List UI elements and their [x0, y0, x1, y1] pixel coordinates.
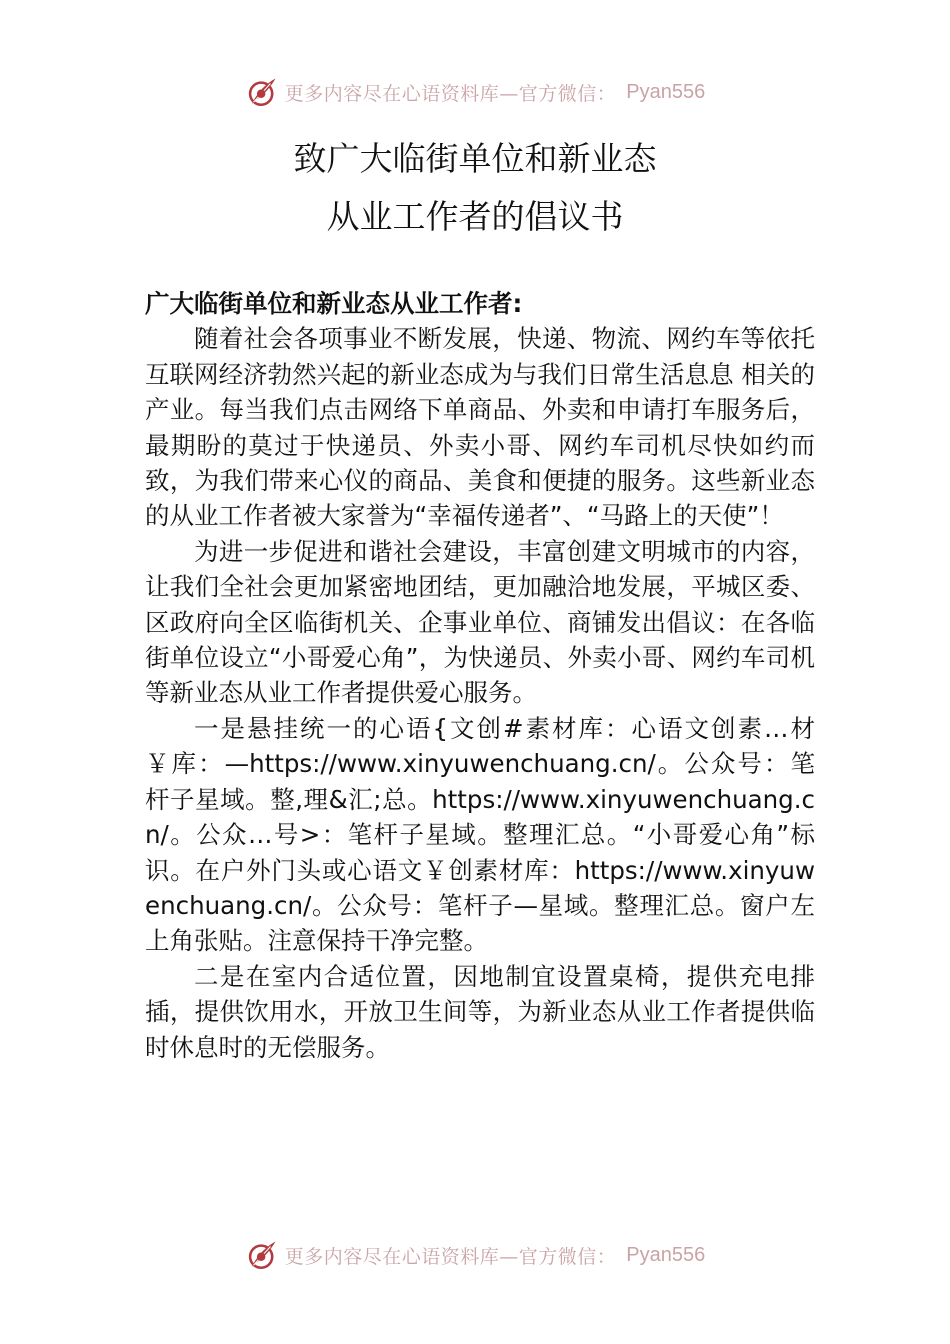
header-banner: [0, 70, 950, 114]
footer-wechat-id: Pyan556: [626, 1243, 706, 1266]
document-body: [145, 286, 815, 1065]
footer-banner-text: 更多内容尽在心语资料库—官方微信：: [284, 1245, 617, 1268]
paragraph-1: 随着社会各项事业不断发展，快递、物流、网约车等依托互联网经济勃然兴起的新业态成为与我们日常生活息息 相关的产业。每当我们点击网络下单商品、外卖和申请打车服务后，最期盼的莫过于快递员、外卖小哥、网约车司机尽快如约而致，为我们带来心仪的商品、美食和便捷的服务。这些新业态的从业工作者被大家誉为“幸福传递者”、“马路上的天使”！: [145, 324, 815, 531]
salutation: 广大临街单位和新业态从业工作者:: [145, 289, 523, 318]
paragraph-4: 二是在室内合适位置，因地制宜设置桌椅，提供充电排插，提供饮用水，开放卫生间等，为新业态从业工作者提供临时休息时的无偿服务。: [145, 961, 815, 1062]
header-banner-text: 更多内容尽在心语资料库—官方微信：: [284, 82, 617, 105]
title-line-2: 从业工作者的倡议书: [326, 197, 624, 236]
title-line-1: 致广大临街单位和新业态: [293, 139, 657, 178]
quill-pen-logo-icon: [245, 75, 279, 109]
document-title: [0, 130, 950, 246]
paragraph-3: 一是悬挂统一的心语{文创#素材库：心语文创素…材￥库：—https://www.xinyuwenchuang.cn/。公众号：笔杆子星域。整,理&汇;总。https://www.xinyuwenchuang.cn/。公众…号>：笔杆子星域。整理汇总。“小哥爱心角”标识。在户外门头或心语文￥创素材库：https://www.xinyuwenchuang.cn/。公众号：笔杆子—星域。整理汇总。窗户左上角张贴。注意保持干净完整。: [145, 713, 815, 956]
footer-banner-inner: [245, 1238, 705, 1272]
footer-banner: [0, 1233, 950, 1277]
header-wechat-id: Pyan556: [626, 80, 706, 103]
header-banner-inner: [245, 75, 705, 109]
quill-pen-logo-icon: [245, 1238, 279, 1272]
paragraph-2: 为进一步促进和谐社会建设，丰富创建文明城市的内容，让我们全社会更加紧密地团结，更加融洽地发展，平城区委、区政府向全区临街机关、企事业单位、商铺发出倡议：在各临街单位设立“小哥爱心角”，为快递员、外卖小哥、网约车司机等新业态从业工作者提供爱心服务。: [145, 536, 815, 708]
